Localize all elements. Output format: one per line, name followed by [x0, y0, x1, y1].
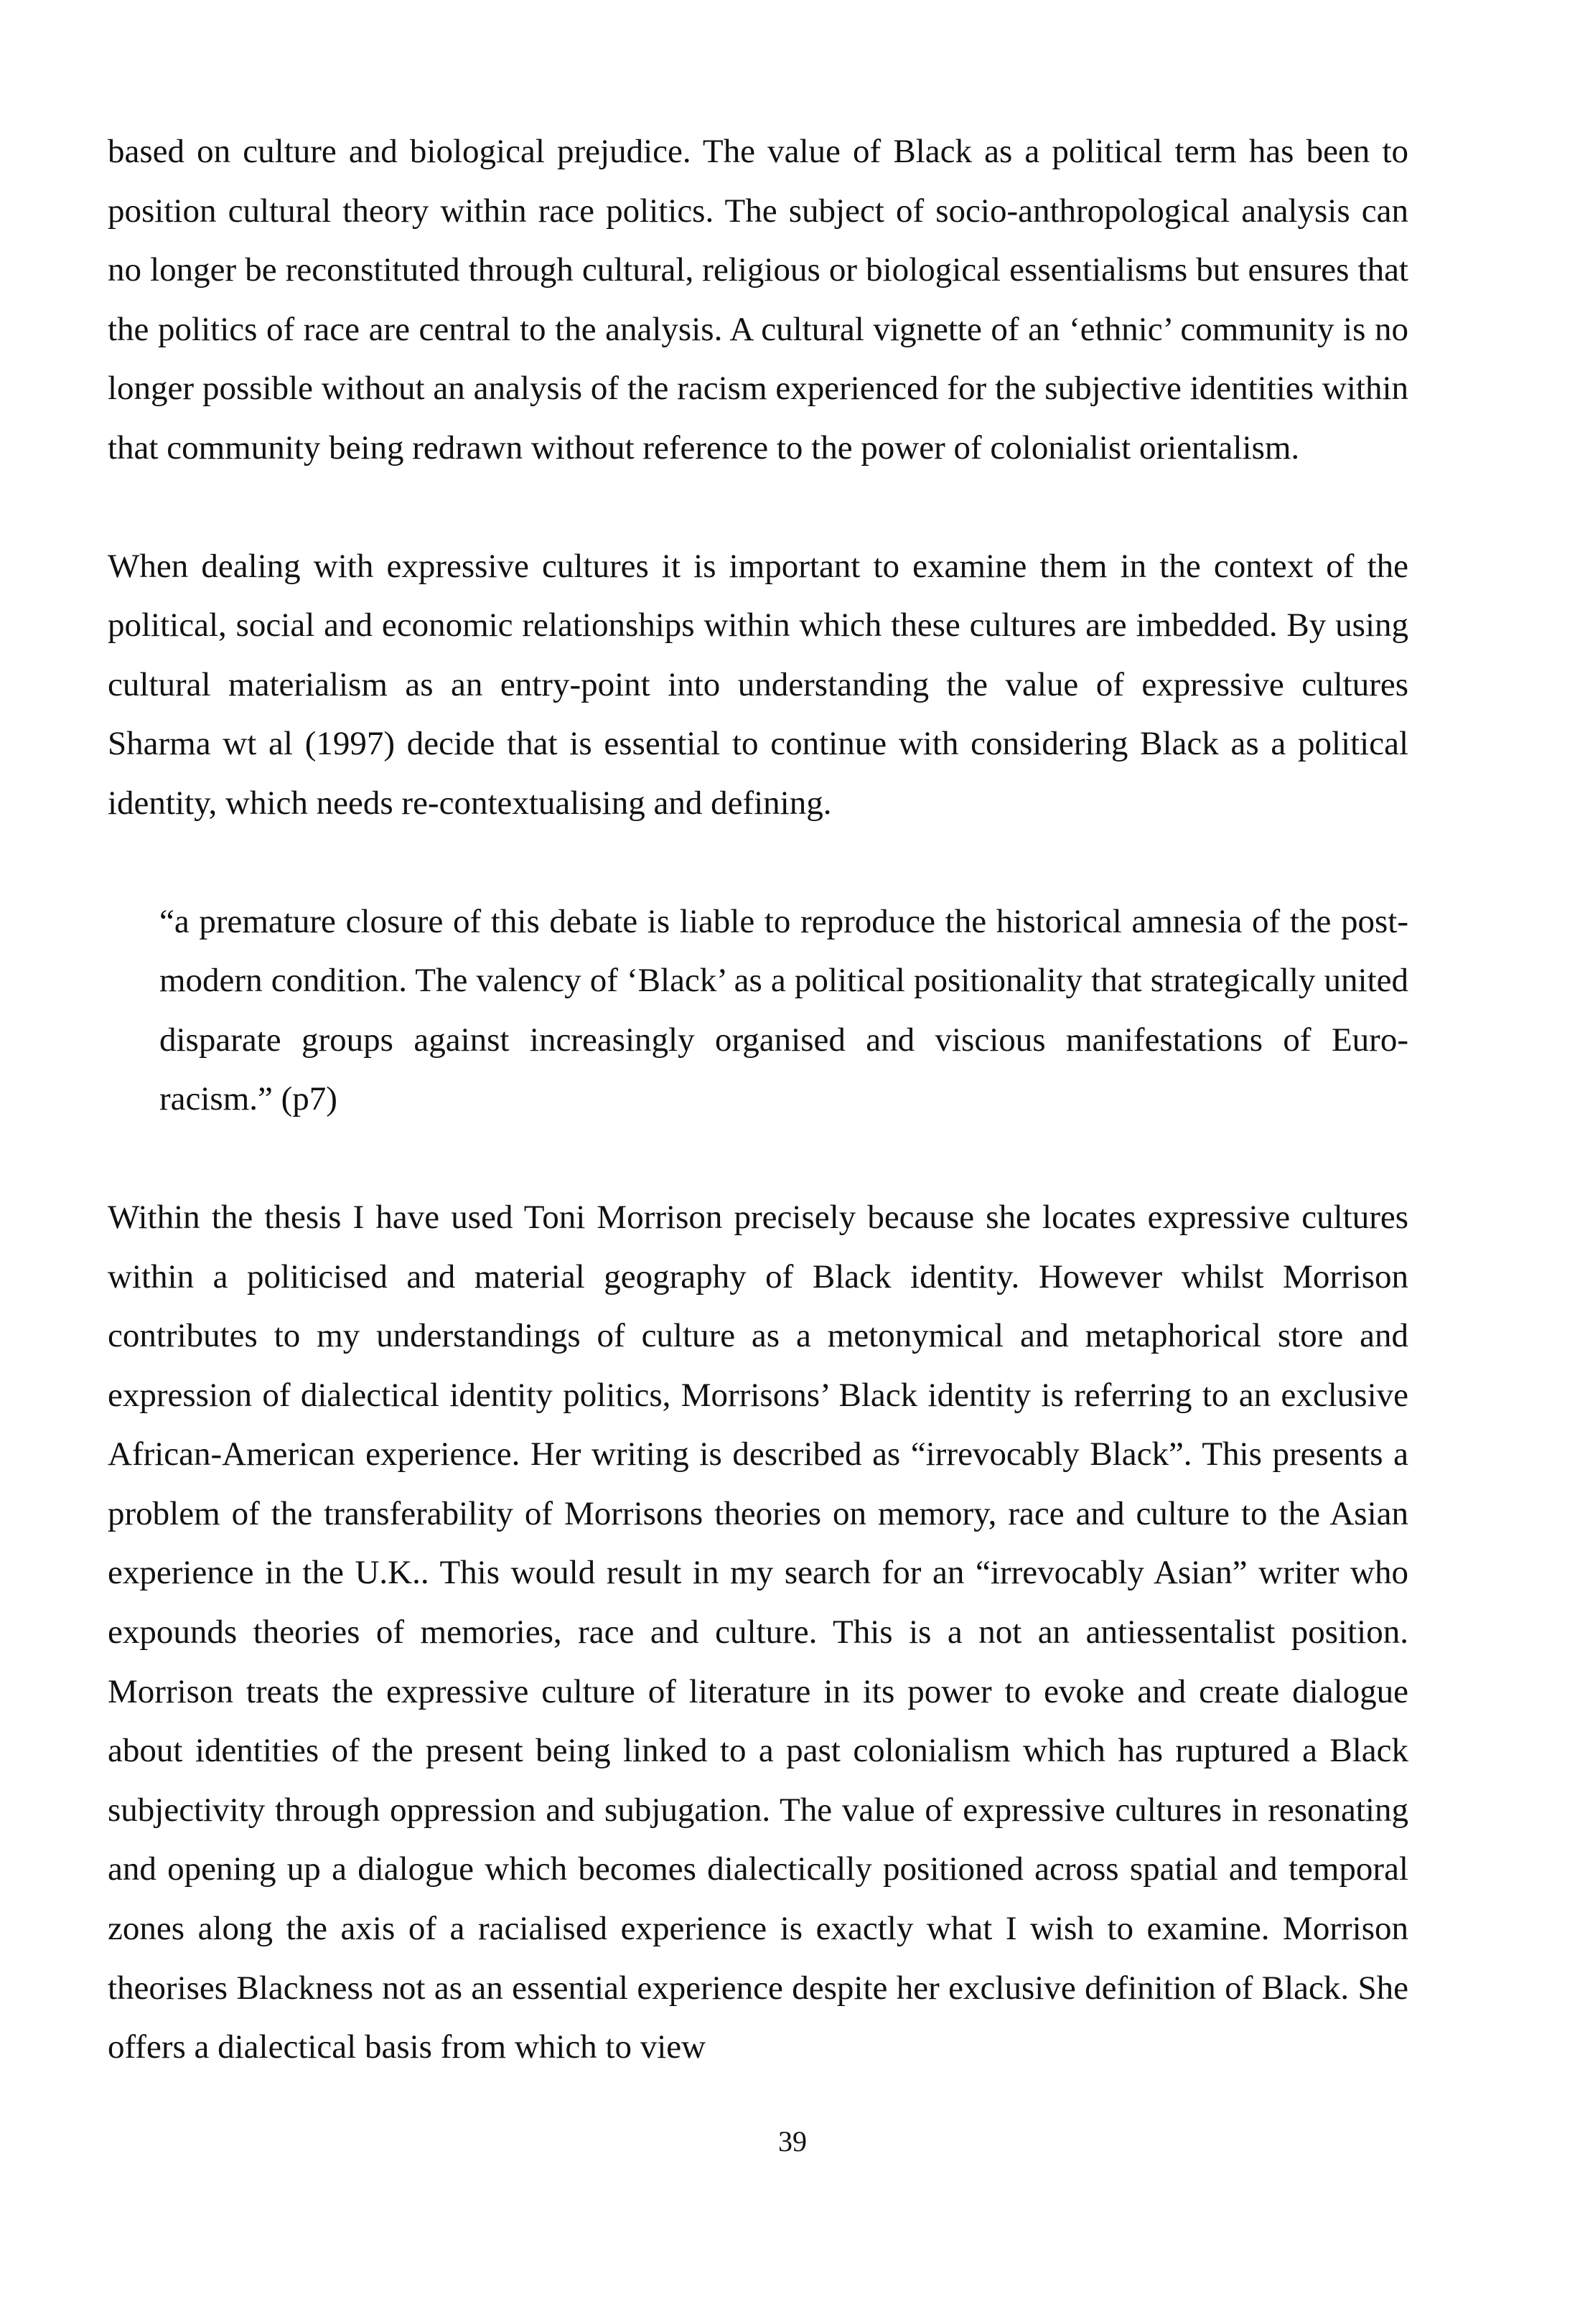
- paragraph-expressive-cultures: When dealing with expressive cultures it is important to examine them in the context of the political, social and economic relationships within which these cultures are imbedded. By using cultural materialism as an entry-point into understanding the value of expressive cultures Sharma wt al (1997) decide that is essential to continue with considering Black as a political identity, which needs re-contextualising and defining.: [108, 547, 1408, 822]
- block-quote: “a premature closure of this debate is liable to reproduce the historical amnesia of the post-modern condition. The valency of ‘Black’ as a political positionality that strategically united disparate groups against increasingly organised and viscious manifestations of Euro-racism.” (p7): [159, 902, 1408, 1118]
- page-body: [108, 122, 1408, 2077]
- paragraph-toni-morrison: Within the thesis I have used Toni Morrison precisely because she locates expressive cultures within a politicised and material geography of Black identity. However whilst Morrison contributes to my understandings of culture as a metonymical and metaphorical store and expression of dialectical identity politics, Morrisons’ Black identity is referring to an exclusive African-American experience. Her writing is described as “irrevocably Black”. This presents a problem of the transferability of Morrisons theories on memory, race and culture to the Asian experience in the U.K.. This would result in my search for an “irrevocably Asian” writer who expounds theories of memories, race and culture. This is a not an antiessentalist position. Morrison treats the expressive culture of literature in its power to evoke and create dialogue about identities of the present being linked to a past colonialism which has ruptured a Black subjectivity through oppression and subjugation. The value of expressive cultures in resonating and opening up a dialogue which becomes dialectically positioned across spatial and temporal zones along the axis of a racialised experience is exactly what I wish to examine. Morrison theorises Blackness not as an essential experience despite her exclusive definition of Black. She offers a dialectical basis from which to view: [108, 1198, 1408, 2066]
- page-number: 39: [778, 2125, 807, 2157]
- paragraph-race-politics: based on culture and biological prejudice. The value of Black as a political term has been to position cultural theory within race politics. The subject of socio-anthropological analysis can no longer be reconstituted through cultural, religious or biological essentialisms but ensures that the politics of race are central to the analysis. A cultural vignette of an ‘ethnic’ community is no longer possible without an analysis of the racism experienced for the subjective identities within that community being redrawn without reference to the power of colonialist orientalism.: [108, 133, 1408, 467]
